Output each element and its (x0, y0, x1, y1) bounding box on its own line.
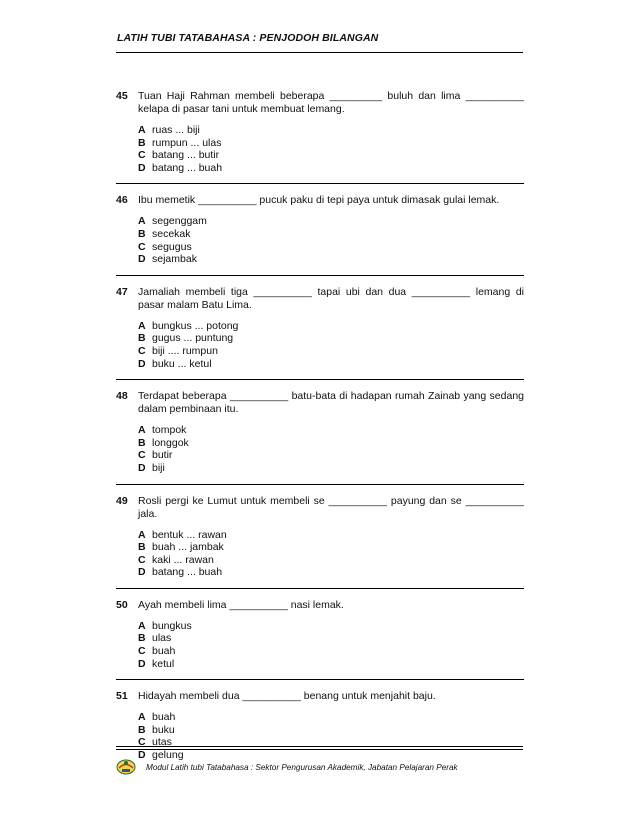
option-letter: C (138, 149, 146, 162)
option-text: segugus (152, 240, 192, 253)
option-text: kaki ... rawan (152, 553, 214, 566)
option-letter: D (138, 161, 146, 174)
answer-option (138, 320, 524, 333)
option-letter: A (138, 215, 146, 228)
answer-option (138, 632, 524, 645)
option-letter: A (138, 124, 146, 136)
option-text: biji .... rumpun (152, 344, 218, 357)
option-list (138, 124, 524, 174)
question-item (116, 194, 524, 275)
question-divider (116, 275, 524, 276)
answer-option (138, 711, 524, 724)
answer-option (138, 645, 524, 658)
option-list (138, 215, 524, 265)
option-list (138, 711, 524, 761)
question-number: 49 (116, 494, 128, 507)
option-letter: C (138, 736, 146, 749)
option-letter: D (138, 461, 146, 474)
question-item (116, 690, 524, 761)
answer-option (138, 541, 524, 554)
option-letter: B (138, 632, 146, 645)
answer-option (138, 724, 524, 737)
answer-option (138, 529, 524, 542)
question-number: 50 (116, 598, 128, 611)
question-row (116, 690, 524, 703)
option-text: rumpun ... ulas (152, 136, 222, 149)
question-number: 47 (116, 285, 128, 298)
option-text: biji (152, 461, 165, 474)
answer-option (138, 358, 524, 371)
option-text: batang ... butir (152, 149, 220, 162)
answer-option (138, 437, 524, 450)
option-letter: A (138, 711, 146, 724)
option-text: buah (152, 711, 176, 724)
option-text: tompok (152, 424, 187, 437)
option-text: secekak (152, 227, 191, 240)
question-number: 46 (116, 194, 128, 207)
question-number: 48 (116, 390, 128, 403)
answer-option (138, 345, 524, 358)
option-letter: A (138, 619, 146, 632)
option-text: segenggam (152, 215, 207, 228)
answer-option (138, 215, 524, 228)
option-letter: A (138, 319, 146, 332)
option-letter: C (138, 240, 146, 253)
option-text: gugus ... puntung (152, 332, 234, 345)
question-text: Tuan Haji Rahman membeli beberapa _________ buluh dan lima __________ kelapa di pasar tani untuk membuat lemang. (138, 90, 524, 115)
question-divider (116, 183, 524, 184)
option-text: utas (152, 736, 172, 749)
state-crest-icon (116, 757, 136, 775)
answer-option (138, 736, 524, 749)
answer-option (138, 566, 524, 579)
option-text: batang ... buah (152, 566, 223, 579)
answer-option (138, 149, 524, 162)
question-row (116, 599, 524, 612)
option-text: ulas (152, 632, 172, 645)
option-text: buku (152, 723, 175, 736)
question-item (116, 286, 524, 380)
answer-option (138, 424, 524, 437)
answer-option (138, 332, 524, 345)
option-letter: D (138, 566, 146, 579)
option-letter: B (138, 332, 146, 345)
option-letter: D (138, 657, 146, 670)
answer-option (138, 124, 524, 137)
option-text: buah ... jambak (152, 541, 224, 554)
option-letter: C (138, 645, 146, 658)
question-item (116, 495, 524, 589)
option-text: butir (152, 449, 173, 462)
question-text: Ayah membeli lima __________ nasi lemak. (138, 598, 344, 611)
option-letter: B (138, 436, 146, 449)
option-letter: B (138, 723, 146, 736)
question-divider (116, 484, 524, 485)
question-row (116, 286, 524, 312)
question-divider (116, 679, 524, 680)
option-letter: A (138, 528, 146, 541)
answer-option (138, 554, 524, 567)
question-text: Ibu memetik __________ pucuk paku di tepi paya untuk dimasak gulai lemak. (138, 194, 500, 207)
option-letter: B (138, 227, 146, 240)
option-text: bungkus ... potong (152, 319, 239, 332)
question-list (116, 90, 524, 772)
question-number: 51 (116, 690, 128, 703)
option-list (138, 620, 524, 670)
option-letter: C (138, 344, 146, 357)
question-item (116, 90, 524, 184)
answer-option (138, 137, 524, 150)
option-letter: C (138, 553, 146, 566)
question-number: 45 (116, 90, 128, 102)
option-text: batang ... buah (152, 161, 223, 174)
footer-divider-bottom (116, 749, 523, 750)
answer-option (138, 658, 524, 671)
option-list (138, 424, 524, 474)
option-text: ruas ... biji (152, 124, 200, 136)
question-text: Rosli pergi ke Lumut untuk membeli se __________ payung dan se __________ jala. (138, 494, 524, 520)
question-item (116, 599, 524, 680)
option-text: bentuk ... rawan (152, 528, 227, 541)
answer-option (138, 241, 524, 254)
option-letter: B (138, 136, 146, 149)
header-divider (116, 52, 523, 53)
question-text: Terdapat beberapa __________ batu-bata di hadapan rumah Zainab yang sedang dalam pembinaan itu. (138, 390, 524, 416)
option-list (138, 529, 524, 579)
option-letter: D (138, 749, 146, 762)
footer-text: Modul Latih tubi Tatabahasa : Sektor Pengurusan Akademik, Jabatan Pelajaran Perak (146, 763, 458, 772)
option-text: longgok (152, 436, 189, 449)
option-text: sejambak (152, 253, 197, 266)
option-text: gelung (152, 749, 184, 762)
question-divider (116, 588, 524, 589)
question-text: Jamaliah membeli tiga __________ tapai ubi dan dua __________ lemang di pasar malam Batu Lima. (138, 285, 524, 311)
answer-option (138, 462, 524, 475)
question-row (116, 194, 524, 207)
option-text: bungkus (152, 619, 192, 632)
option-letter: D (138, 253, 146, 266)
option-letter: C (138, 449, 146, 462)
option-letter: B (138, 541, 146, 554)
answer-option (138, 228, 524, 241)
question-divider (116, 379, 524, 380)
option-text: buah (152, 645, 176, 658)
option-letter: A (138, 424, 146, 437)
footer-divider-top (116, 746, 523, 747)
option-text: ketul (152, 657, 175, 670)
option-letter: D (138, 357, 146, 370)
question-row (116, 90, 524, 116)
answer-option (138, 749, 524, 762)
question-text: Hidayah membeli dua __________ benang untuk menjahit baju. (138, 690, 436, 703)
question-row (116, 390, 524, 416)
answer-option (138, 449, 524, 462)
answer-option (138, 253, 524, 266)
page-title: LATIH TUBI TATABAHASA : PENJODOH BILANGAN (117, 32, 379, 44)
answer-option (138, 620, 524, 633)
question-item (116, 390, 524, 484)
option-list (138, 320, 524, 370)
answer-option (138, 162, 524, 175)
option-text: buku ... ketul (152, 357, 212, 370)
question-row (116, 495, 524, 521)
